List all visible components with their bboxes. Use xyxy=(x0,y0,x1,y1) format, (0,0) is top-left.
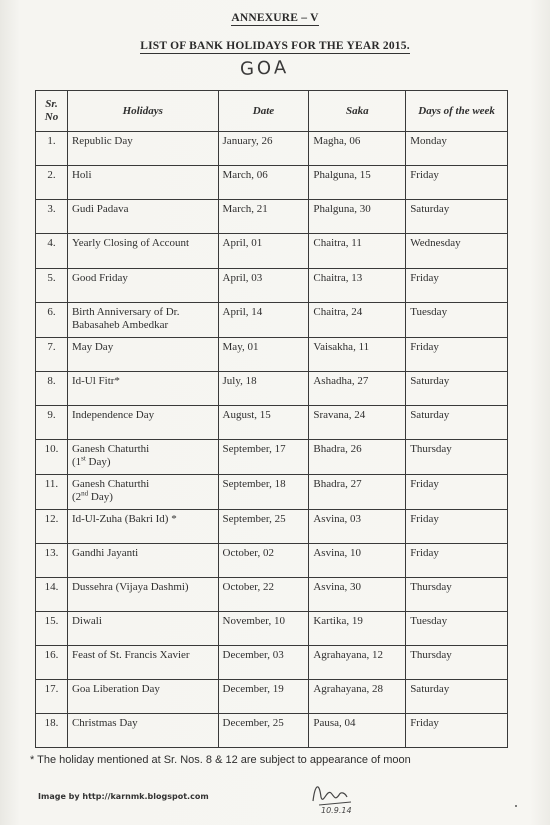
holiday-day-note-prefix: (2 xyxy=(71,491,82,503)
signature-date: 10.9.14 xyxy=(321,806,352,815)
cell-saka: Ashadha, 27 xyxy=(309,372,406,406)
holiday-table xyxy=(35,90,508,748)
cell-date: April, 01 xyxy=(218,234,309,269)
cell-date: October, 02 xyxy=(218,544,309,578)
cell-day-of-week: Saturday xyxy=(406,680,508,714)
cell-date: November, 10 xyxy=(218,612,309,646)
cell-sr-no: 17. xyxy=(36,680,68,714)
cell-holiday: Good Friday xyxy=(67,269,218,303)
cell-date: September, 18 xyxy=(218,475,309,510)
cell-saka: Asvina, 03 xyxy=(309,510,406,544)
cell-day-of-week: Friday xyxy=(406,714,508,748)
cell-sr-no: 7. xyxy=(36,338,68,372)
column-header-holidays: Holidays xyxy=(67,91,218,132)
table-row xyxy=(36,544,508,578)
cell-date: January, 26 xyxy=(218,132,309,166)
cell-holiday: May Day xyxy=(67,338,218,372)
cell-sr-no: 15. xyxy=(36,612,68,646)
cell-sr-no: 12. xyxy=(36,510,68,544)
table-row xyxy=(36,714,508,748)
table-row xyxy=(36,680,508,714)
cell-saka: Agrahayana, 28 xyxy=(309,680,406,714)
holiday-day-note-suffix: Day) xyxy=(88,491,113,503)
handwritten-signature xyxy=(305,775,375,815)
cell-saka: Chaitra, 13 xyxy=(309,269,406,303)
cell-date: March, 06 xyxy=(218,166,309,200)
cell-day-of-week: Friday xyxy=(406,475,508,510)
cell-sr-no: 9. xyxy=(36,406,68,440)
cell-holiday: Gudi Padava xyxy=(67,200,218,234)
cell-sr-no: 11. xyxy=(36,475,68,510)
cell-date: May, 01 xyxy=(218,338,309,372)
cell-day-of-week: Friday xyxy=(406,510,508,544)
cell-holiday: Diwali xyxy=(67,612,218,646)
cell-day-of-week: Thursday xyxy=(406,578,508,612)
cell-sr-no: 3. xyxy=(36,200,68,234)
cell-holiday: Id-Ul Fitr* xyxy=(67,372,218,406)
cell-saka: Phalguna, 30 xyxy=(309,200,406,234)
column-header-sr-no: Sr. No xyxy=(36,91,68,132)
cell-day-of-week: Saturday xyxy=(406,372,508,406)
cell-date: December, 03 xyxy=(218,646,309,680)
cell-saka: Bhadra, 26 xyxy=(309,440,406,475)
cell-saka: Chaitra, 11 xyxy=(309,234,406,269)
table-row xyxy=(36,578,508,612)
cell-date: September, 17 xyxy=(218,440,309,475)
table-row xyxy=(36,166,508,200)
holiday-table-body xyxy=(36,132,508,748)
holiday-day-note-suffix: Day) xyxy=(85,456,111,468)
cell-date: December, 25 xyxy=(218,714,309,748)
cell-holiday: Gandhi Jayanti xyxy=(67,544,218,578)
holiday-day-note-ordinal: st xyxy=(81,454,86,463)
cell-date: December, 19 xyxy=(218,680,309,714)
cell-sr-no: 10. xyxy=(36,440,68,475)
table-row xyxy=(36,372,508,406)
holiday-day-note-prefix: (1 xyxy=(71,456,82,468)
table-row xyxy=(36,338,508,372)
table-row xyxy=(36,475,508,510)
table-row xyxy=(36,406,508,440)
holiday-name: Ganesh Chaturthi xyxy=(71,443,150,455)
column-header-days-of-week: Days of the week xyxy=(406,91,508,132)
table-row xyxy=(36,510,508,544)
footnote: * The holiday mentioned at Sr. Nos. 8 & 12 are subject to appearance of moon xyxy=(30,754,411,766)
cell-date: April, 14 xyxy=(218,303,309,338)
cell-holiday: Id-Ul-Zuha (Bakri Id) * xyxy=(67,510,218,544)
annexure-heading xyxy=(0,12,550,24)
cell-sr-no: 6. xyxy=(36,303,68,338)
document-title xyxy=(0,40,550,52)
holiday-day-note xyxy=(72,491,113,503)
cell-day-of-week: Friday xyxy=(406,269,508,303)
cell-sr-no: 4. xyxy=(36,234,68,269)
cell-holiday: Goa Liberation Day xyxy=(67,680,218,714)
cell-day-of-week: Saturday xyxy=(406,406,508,440)
column-header-date: Date xyxy=(218,91,309,132)
cell-day-of-week: Monday xyxy=(406,132,508,166)
cell-date: April, 03 xyxy=(218,269,309,303)
cell-holiday: Feast of St. Francis Xavier xyxy=(67,646,218,680)
column-header-saka: Saka xyxy=(309,91,406,132)
cell-date: March, 21 xyxy=(218,200,309,234)
cell-saka: Pausa, 04 xyxy=(309,714,406,748)
cell-sr-no: 8. xyxy=(36,372,68,406)
cell-sr-no: 16. xyxy=(36,646,68,680)
cell-saka: Chaitra, 24 xyxy=(309,303,406,338)
handwritten-state-name: GOA xyxy=(239,57,290,80)
holiday-name: Ganesh Chaturthi xyxy=(71,478,150,490)
table-row xyxy=(36,132,508,166)
cell-sr-no: 13. xyxy=(36,544,68,578)
table-row xyxy=(36,234,508,269)
cell-sr-no: 2. xyxy=(36,166,68,200)
cell-date: September, 25 xyxy=(218,510,309,544)
cell-holiday: Birth Anniversary of Dr. Babasaheb Ambedkar xyxy=(67,303,218,338)
cell-sr-no: 5. xyxy=(36,269,68,303)
cell-saka: Agrahayana, 12 xyxy=(309,646,406,680)
cell-saka: Sravana, 24 xyxy=(309,406,406,440)
cell-holiday: Yearly Closing of Account xyxy=(67,234,218,269)
cell-date: October, 22 xyxy=(218,578,309,612)
cell-saka: Asvina, 30 xyxy=(309,578,406,612)
cell-day-of-week: Friday xyxy=(406,338,508,372)
cell-holiday: Dussehra (Vijaya Dashmi) xyxy=(67,578,218,612)
holiday-day-note-ordinal: nd xyxy=(81,489,89,498)
table-row xyxy=(36,200,508,234)
cell-date: August, 15 xyxy=(218,406,309,440)
cell-holiday: Christmas Day xyxy=(67,714,218,748)
table-row xyxy=(36,303,508,338)
cell-saka: Vaisakha, 11 xyxy=(309,338,406,372)
page-mark xyxy=(515,805,517,807)
cell-day-of-week: Thursday xyxy=(406,646,508,680)
cell-day-of-week: Tuesday xyxy=(406,303,508,338)
cell-saka: Bhadra, 27 xyxy=(309,475,406,510)
cell-day-of-week: Saturday xyxy=(406,200,508,234)
table-header-row xyxy=(36,91,508,132)
cell-holiday xyxy=(67,475,218,510)
cell-day-of-week: Friday xyxy=(406,544,508,578)
title-text: LIST OF BANK HOLIDAYS FOR THE YEAR 2015. xyxy=(140,40,410,52)
cell-date: July, 18 xyxy=(218,372,309,406)
cell-sr-no: 18. xyxy=(36,714,68,748)
cell-saka: Phalguna, 15 xyxy=(309,166,406,200)
cell-day-of-week: Tuesday xyxy=(406,612,508,646)
cell-sr-no: 14. xyxy=(36,578,68,612)
cell-holiday: Holi xyxy=(67,166,218,200)
cell-saka: Magha, 06 xyxy=(309,132,406,166)
annexure-label: ANNEXURE – V xyxy=(231,12,319,24)
cell-saka: Asvina, 10 xyxy=(309,544,406,578)
cell-day-of-week: Thursday xyxy=(406,440,508,475)
table-row xyxy=(36,612,508,646)
table-row xyxy=(36,440,508,475)
cell-holiday: Republic Day xyxy=(67,132,218,166)
image-credit: Image by http://karnmk.blogspot.com xyxy=(38,792,209,801)
table-row xyxy=(36,269,508,303)
cell-day-of-week: Wednesday xyxy=(406,234,508,269)
cell-holiday xyxy=(67,440,218,475)
holiday-day-note xyxy=(72,456,111,468)
cell-saka: Kartika, 19 xyxy=(309,612,406,646)
cell-sr-no: 1. xyxy=(36,132,68,166)
cell-holiday: Independence Day xyxy=(67,406,218,440)
cell-day-of-week: Friday xyxy=(406,166,508,200)
table-row xyxy=(36,646,508,680)
